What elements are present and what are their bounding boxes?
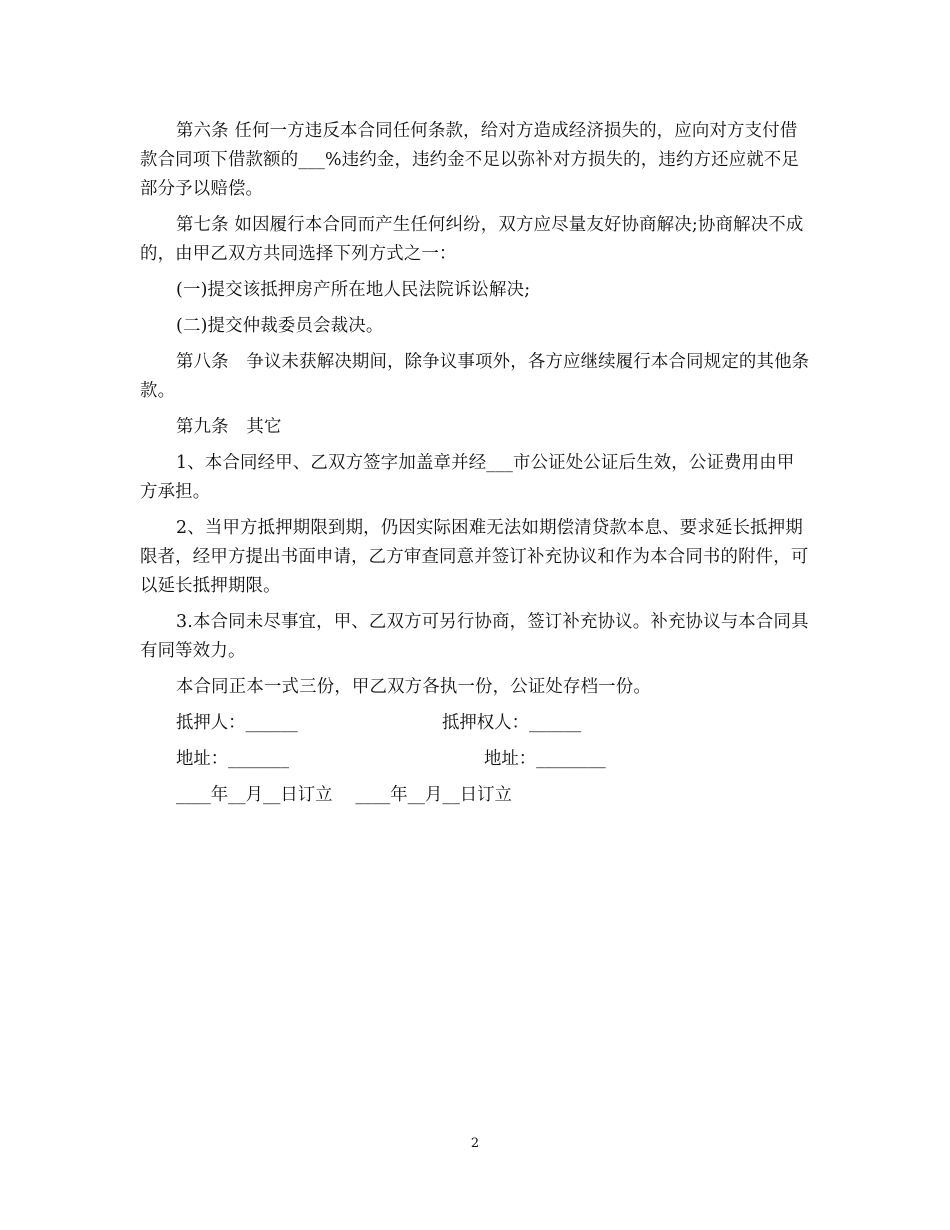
signing-dates: ____年__月__日订立 ____年__月__日订立	[176, 785, 512, 805]
copies-statement: 本合同正本一式三份，甲乙双方各执一份，公证处存档一份。	[176, 677, 651, 697]
clause-eight: 第八条 争议未获解决期间，除争议事项外，各方应继续履行本合同规定的其他条款。	[140, 352, 810, 401]
signature-row	[140, 709, 812, 738]
clause-nine-item-3: 3.本合同未尽事宜，甲、乙双方可另行协商，签订补充协议。补充协议与本合同具有同等效力。	[140, 612, 809, 661]
clause-seven: 第七条 如因履行本合同而产生任何纠纷，双方应尽量友好协商解决;协商解决不成的，由甲乙双方共同选择下列方式之一：	[140, 215, 804, 264]
address-right: 地址：________	[484, 749, 606, 769]
mortgagor-signature: 抵押人：______	[176, 713, 298, 733]
clause-nine-item-1: 1、本合同经甲、乙双方签字加盖章并经___市公证处公证后生效，公证费用由甲方承担。	[140, 453, 795, 502]
option-two: (二)提交仲裁委员会裁决。	[176, 316, 384, 336]
address-left: 地址：_______	[176, 749, 290, 769]
page-number: 2	[470, 1136, 480, 1151]
address-row	[140, 745, 812, 774]
mortgagee-signature: 抵押权人：______	[442, 713, 582, 733]
clause-nine-item-2: 2、当甲方抵押期限到期，仍因实际困难无法如期偿清贷款本息、要求延长抵押期限者，经甲方提出书面申请，乙方审查同意并签订补充协议和作为本合同书的附件，可以延长抵押期限。	[140, 518, 809, 596]
date-row	[140, 781, 812, 810]
option-one: (一)提交该抵押房产所在地人民法院诉讼解决;	[176, 280, 531, 300]
clause-nine-heading: 第九条 其它	[176, 417, 282, 437]
document-body	[140, 117, 812, 817]
clause-six: 第六条 任何一方违反本合同任何条款，给对方造成经济损失的，应向对方支付借款合同项下借款额的___%违约金，违约金不足以弥补对方损失的，违约方还应就不足部分予以赔偿。	[140, 121, 800, 199]
